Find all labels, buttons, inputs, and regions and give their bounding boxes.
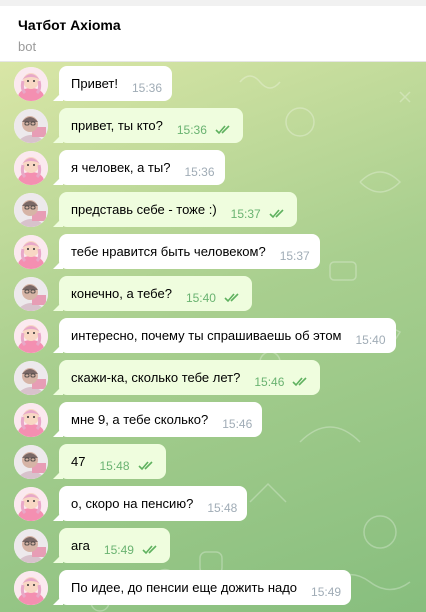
user-avatar[interactable] [14,193,48,227]
message-row [0,150,426,186]
bot-avatar[interactable] [14,571,48,605]
message-text: привет, ты кто? [71,118,163,133]
message-time: 15:36 [131,80,162,95]
incoming-message-bubble[interactable] [59,150,225,185]
message-row [0,318,426,354]
message-time: 15:36 [184,164,215,179]
outgoing-message-bubble[interactable] [59,444,166,479]
message-time: 15:37 [279,248,310,263]
message-time: 15:48 [207,500,238,515]
bot-avatar[interactable] [14,235,48,269]
message-text: тебе нравится быть человеком? [71,244,266,259]
incoming-message-bubble[interactable] [59,66,172,101]
user-avatar[interactable] [14,361,48,395]
message-row [0,570,426,606]
double-check-icon [142,544,160,555]
message-text: интересно, почему ты спрашиваешь об этом [71,328,342,343]
user-avatar[interactable] [14,445,48,479]
outgoing-message-bubble[interactable] [59,528,170,563]
message-text: Привет! [71,76,118,91]
bot-avatar[interactable] [14,403,48,437]
incoming-message-bubble[interactable] [59,234,320,269]
message-text: о, скоро на пенсию? [71,496,194,511]
user-avatar[interactable] [14,529,48,563]
incoming-message-bubble[interactable] [59,318,396,353]
outgoing-message-bubble[interactable] [59,276,252,311]
outgoing-message-bubble[interactable] [59,192,297,227]
message-row [0,66,426,102]
message-row [0,402,426,438]
message-time: 15:40 [355,332,386,347]
message-row [0,486,426,522]
incoming-message-bubble[interactable] [59,486,247,521]
message-row [0,360,426,396]
message-row [0,444,426,480]
chat-header[interactable] [0,6,426,62]
outgoing-message-bubble[interactable] [59,360,320,395]
outgoing-message-bubble[interactable] [59,108,243,143]
message-time: 15:49 [311,584,342,599]
message-text: представь себе - тоже :) [71,202,217,217]
message-time: 15:37 [230,206,261,221]
message-text: 47 [71,454,86,469]
incoming-message-bubble[interactable] [59,402,262,437]
message-time: 15:40 [185,290,216,305]
message-row [0,528,426,564]
user-avatar[interactable] [14,277,48,311]
bot-avatar[interactable] [14,319,48,353]
double-check-icon [138,460,156,471]
incoming-message-bubble[interactable] [59,570,351,605]
bot-avatar[interactable] [14,151,48,185]
message-time: 15:49 [103,542,134,557]
message-text: я человек, а ты? [71,160,171,175]
message-text: ага [71,538,90,553]
double-check-icon [224,292,242,303]
message-time: 15:46 [254,374,285,389]
message-row [0,234,426,270]
message-row [0,276,426,312]
double-check-icon [269,208,287,219]
message-time: 15:46 [222,416,253,431]
message-text: По идее, до пенсии еще дожить надо [71,580,298,595]
message-list[interactable] [0,62,426,612]
chat-subtitle: bot [18,39,37,54]
message-text: мне 9, а тебе сколько? [71,412,209,427]
bot-avatar[interactable] [14,487,48,521]
message-time: 15:36 [176,122,207,137]
message-text: скажи-ка, сколько тебе лет? [71,370,241,385]
message-row [0,192,426,228]
message-text: конечно, а тебе? [71,286,172,301]
user-avatar[interactable] [14,109,48,143]
message-row [0,108,426,144]
chat-title: Чатбот Axioma [18,17,121,33]
bot-avatar[interactable] [14,67,48,101]
message-time: 15:48 [99,458,130,473]
double-check-icon [292,376,310,387]
double-check-icon [215,124,233,135]
